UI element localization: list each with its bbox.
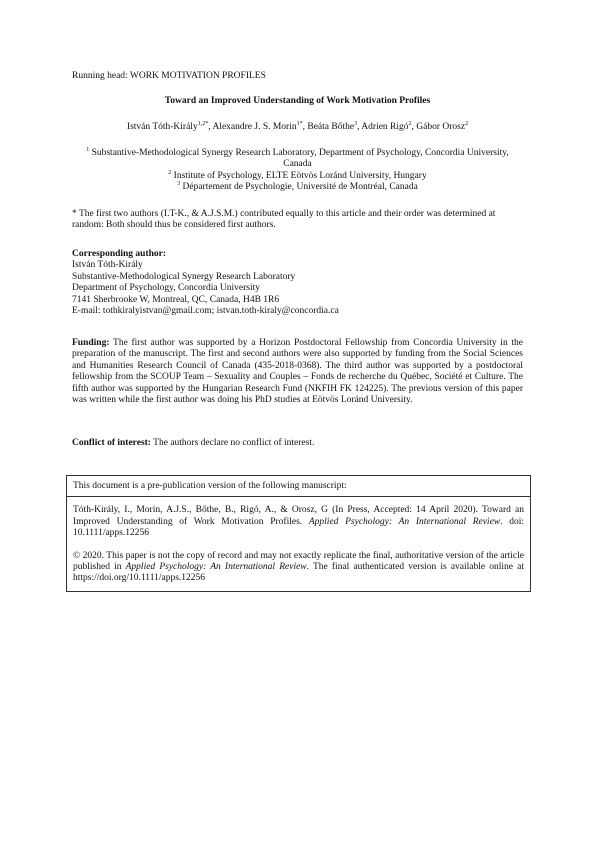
author: Alexandre J. S. Morin$^{1*}$, — [212, 120, 308, 132]
prepub-intro: This document is a pre-publication version of the following manuscript: — [73, 481, 347, 491]
corresponding-author-block — [72, 249, 523, 317]
equal-contribution-note: * The first two authors (I.T-K., & A.J.S.M.) contributed equally to this article and their order was determined at random: Both should thus be considered first authors. — [72, 209, 496, 231]
paper-title: Toward an Improved Understanding of Work Motivation Profiles — [164, 96, 431, 106]
author-list — [72, 122, 523, 133]
funding-text: The first author was supported by a Horizon Postdoctoral Fellowship from Concordia University in the preparation of the manuscript. The first and second authors were also supported by funding from the Social Sciences and Humanities Research Council of Canada (435-2018-0368). The third author was supported by a postdoctoral fellowship from the SCOUP Team – Sexuality and Couples – Fonds de recherche du Québec, Société et Culture. The fifth author was supported by the Hungarian Research Fund (NKFIH FK 124225). The previous version of this paper was written while the first author was doing his PhD studies at Eötvös Loránd University. — [72, 338, 523, 406]
corresponding-address: 7141 Sherbrooke W, Montreal, QC, Canada, H4B 1R6 — [72, 294, 280, 305]
funding-statement — [72, 338, 523, 406]
author: István Tóth-Király$^{1,2*}$, — [126, 120, 213, 132]
corresponding-email: E-mail: tothkiralyistvan@gmail.com; istvan.toth-kiraly@concordia.ca — [72, 306, 339, 317]
prepublication-notice-box — [66, 475, 531, 592]
conflict-statement — [72, 438, 523, 449]
author: Beáta Bőthe$^3$, — [307, 120, 362, 132]
author: Gábor Orosz$^2$ — [416, 120, 469, 132]
affiliations — [72, 148, 523, 194]
copyright-notice: © 2020. This paper is not the copy of record and may not exactly replicate the final, authoritative version of the article published in Applied Psychology: An International Review. The final authenticated version is available online at https://doi.org/10.1111/apps.12256 — [73, 550, 524, 584]
affiliation: $^2$ Institute of Psychology, ELTE Eötvös Loránd University, Hungary — [168, 169, 427, 181]
journal-name: Applied Psychology: An International Review — [308, 516, 501, 527]
conflict-label: Conflict of interest: — [72, 438, 151, 448]
box-divider — [67, 496, 530, 497]
journal-name: Applied Psychology: An International Review — [125, 562, 307, 573]
affiliation: $^1$ Substantive-Methodological Synergy Research Laboratory, Department of Psychology, Concordia University, Canada — [86, 146, 509, 170]
running-head: Running head: WORK MOTIVATION PROFILES — [72, 71, 266, 81]
citation: Tóth-Király, I., Morin, A.J.S., Bőthe, B., Rigó, A., & Orosz, G (In Press, Accepted: 14 April 2020). Toward an Improved Understanding of Work Motivation Profiles. Applied Psychology: An International Review. doi: 10.1111/apps.12256 — [73, 505, 524, 539]
corresponding-name: István Tóth-Király — [72, 260, 143, 271]
corresponding-dept: Department of Psychology, Concordia University — [72, 283, 261, 294]
corresponding-lab: Substantive-Methodological Synergy Research Laboratory — [72, 271, 296, 282]
funding-label: Funding: — [72, 338, 110, 348]
affiliation: $^3$ Département de Psychologie, Université de Montréal, Canada — [177, 181, 418, 193]
corresponding-heading: Corresponding author: — [72, 249, 167, 259]
author: Adrien Rigó$^2$, — [361, 120, 417, 132]
conflict-text: The authors declare no conflict of interest. — [150, 438, 315, 448]
